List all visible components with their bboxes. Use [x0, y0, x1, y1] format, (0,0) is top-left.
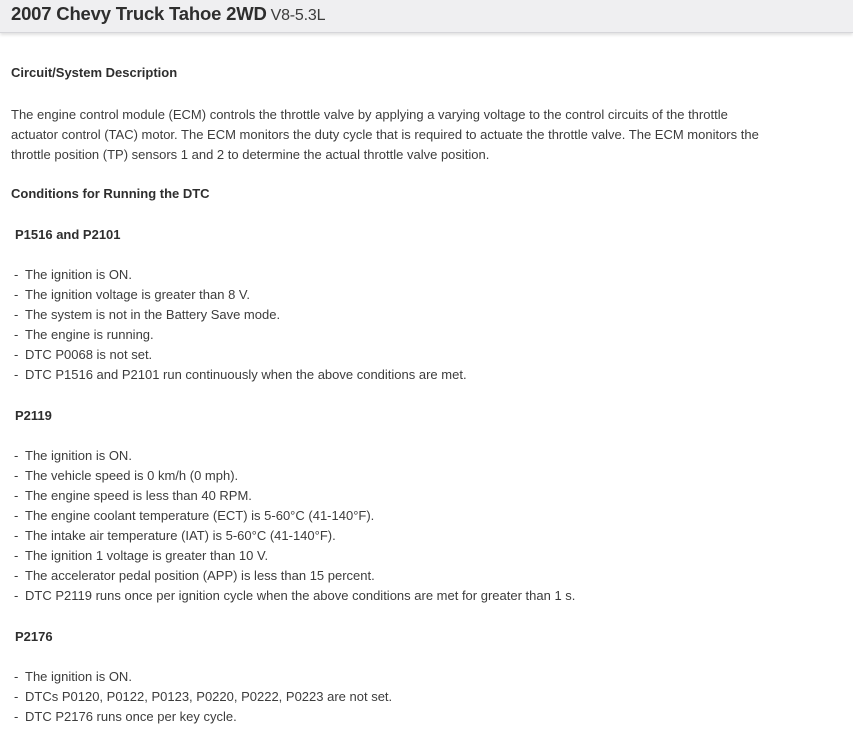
list-item: - The engine is running. [14, 325, 467, 345]
vehicle-engine: V8-5.3L [270, 7, 326, 24]
list-marker: - [14, 709, 19, 724]
list-marker: - [14, 669, 19, 684]
list-marker: - [14, 588, 19, 603]
list-marker: - [14, 307, 19, 322]
vehicle-title [11, 3, 325, 25]
heading-circuit-description: Circuit/System Description [11, 65, 178, 80]
circuit-description-text: The engine control module (ECM) controls the throttle valve by applying a varying voltage to the control circuits of the throttle actuator control (TAC) motor. The ECM monitors the duty cycle that is required to actuate the throttle valve. The ECM monitors the throttle position (TP) sensors 1 and 2 to determine the actual throttle valve position. [11, 107, 759, 162]
list-marker: - [14, 327, 19, 342]
list-marker: - [14, 367, 19, 382]
list-item: - The ignition is ON. [14, 265, 467, 285]
vehicle-name: 2007 Chevy Truck Tahoe 2WD [11, 3, 267, 24]
list-item: - The vehicle speed is 0 km/h (0 mph). [14, 466, 575, 486]
group-title-p2176: P2176 [15, 629, 53, 644]
list-marker: - [14, 468, 19, 483]
list-marker: - [14, 508, 19, 523]
list-item: - The ignition is ON. [14, 446, 575, 466]
list-item: - The ignition 1 voltage is greater than 10 V. [14, 546, 575, 566]
list-marker: - [14, 548, 19, 563]
condition-list-p2176 [14, 667, 392, 727]
heading-conditions: Conditions for Running the DTC [11, 186, 210, 201]
list-marker: - [14, 448, 19, 463]
list-marker: - [14, 488, 19, 503]
condition-list-p1516-p2101 [14, 265, 467, 385]
list-item: - The engine speed is less than 40 RPM. [14, 486, 575, 506]
list-marker: - [14, 568, 19, 583]
page-header [0, 0, 853, 33]
list-item: - DTC P0068 is not set. [14, 345, 467, 365]
list-item: - The system is not in the Battery Save mode. [14, 305, 467, 325]
list-marker: - [14, 689, 19, 704]
list-item: - DTC P2176 runs once per key cycle. [14, 707, 392, 727]
group-title-p1516-p2101: P1516 and P2101 [15, 227, 121, 242]
list-item: - DTC P2119 runs once per ignition cycle when the above conditions are met for greater than 1 s. [14, 586, 575, 606]
group-title-p2119: P2119 [15, 408, 52, 423]
condition-list-p2119 [14, 446, 575, 606]
list-marker: - [14, 267, 19, 282]
list-marker: - [14, 347, 19, 362]
list-marker: - [14, 287, 19, 302]
list-item: - The ignition is ON. [14, 667, 392, 687]
list-item: - The ignition voltage is greater than 8 V. [14, 285, 467, 305]
list-item: - DTC P1516 and P2101 run continuously when the above conditions are met. [14, 365, 467, 385]
list-item: - The accelerator pedal position (APP) is less than 15 percent. [14, 566, 575, 586]
list-marker: - [14, 528, 19, 543]
list-item: - The engine coolant temperature (ECT) is 5-60°C (41-140°F). [14, 506, 575, 526]
list-item: - The intake air temperature (IAT) is 5-60°C (41-140°F). [14, 526, 575, 546]
list-item: - DTCs P0120, P0122, P0123, P0220, P0222, P0223 are not set. [14, 687, 392, 707]
